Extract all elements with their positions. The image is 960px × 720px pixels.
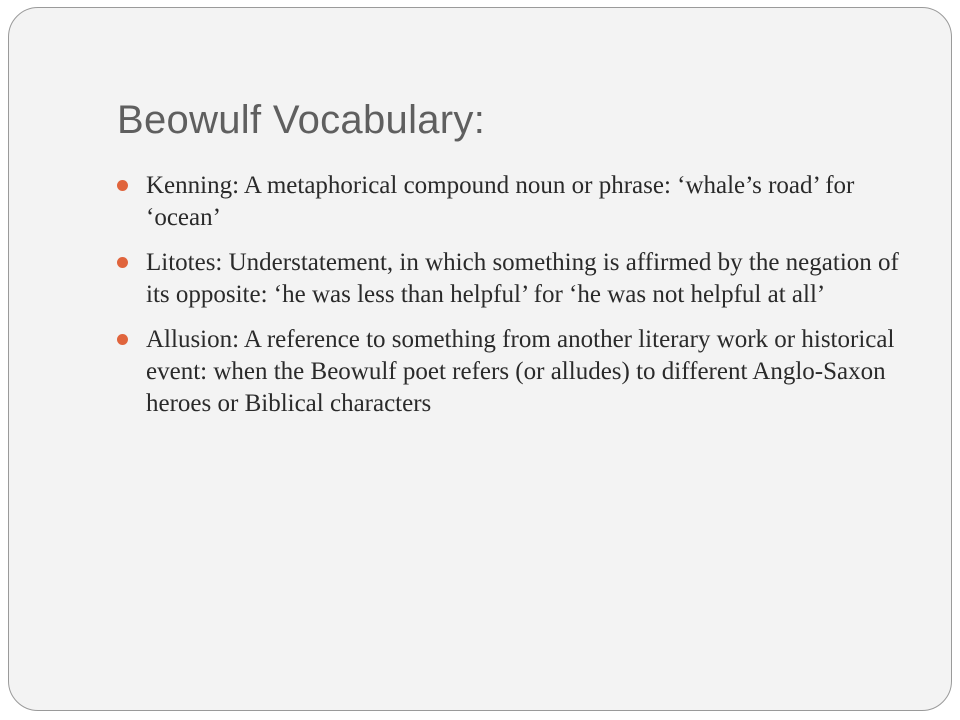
bullet-dot-icon xyxy=(117,257,128,268)
slide-frame xyxy=(8,7,952,711)
bullet-text: Allusion: A reference to something from another literary work or historical event: when the Beowulf poet refers (or alludes) to different Anglo-Saxon heroes or Biblical characters xyxy=(146,326,895,417)
slide-title: Beowulf Vocabulary: xyxy=(117,98,486,142)
bullet-text: Kenning: A metaphorical compound noun or phrase: ‘whale’s road’ for ‘ocean’ xyxy=(146,172,855,231)
bullet-item-kenning xyxy=(115,170,905,234)
bullet-item-litotes xyxy=(115,247,905,311)
bullet-dot-icon xyxy=(117,180,128,191)
bullet-dot-icon xyxy=(117,334,128,345)
bullet-item-allusion xyxy=(115,324,905,420)
bullet-list xyxy=(115,170,905,433)
bullet-text: Litotes: Understatement, in which something is affirmed by the negation of its opposite: ‘he was less than helpful’ for ‘he was not helpful at all’ xyxy=(146,249,899,308)
